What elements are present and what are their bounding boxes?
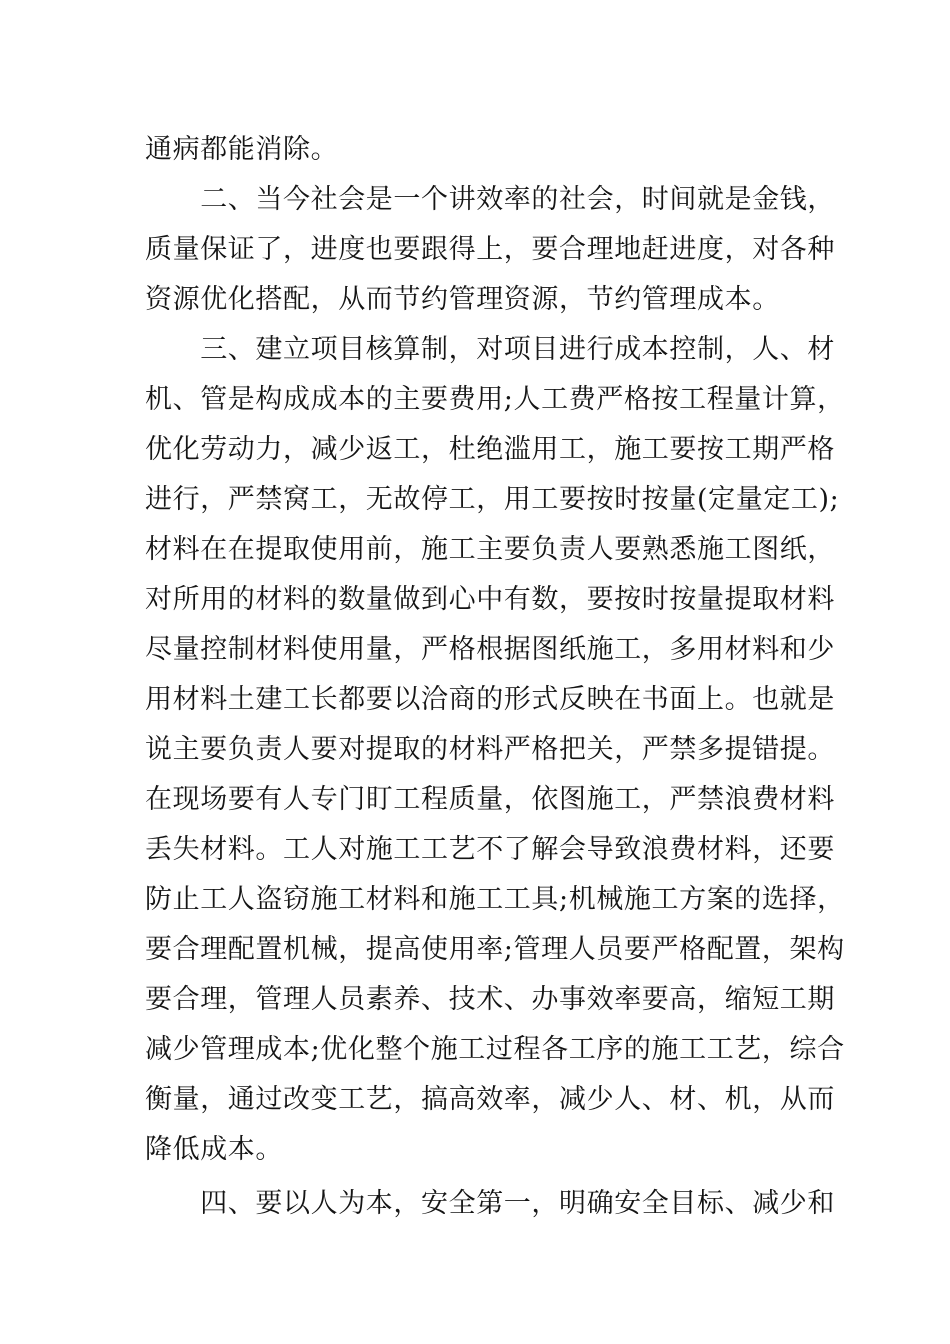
- text-line: 丢失材料。工人对施工工艺不了解会导致浪费材料，还要: [145, 834, 835, 865]
- text-line: 质量保证了，进度也要跟得上，要合理地赶进度，对各种: [145, 234, 835, 265]
- text-line: 防止工人盗窃施工材料和施工工具;机械施工方案的选择，: [145, 884, 845, 915]
- text-line: 减少管理成本;优化整个施工过程各工序的施工工艺，综合: [145, 1034, 845, 1065]
- text-line: 三、建立项目核算制，对项目进行成本控制，人、材: [145, 334, 835, 365]
- text-line: 材料在在提取使用前，施工主要负责人要熟悉施工图纸，: [145, 534, 835, 565]
- text-line: 进行，严禁窝工，无故停工，用工要按时按量(定量定工);: [145, 484, 840, 515]
- text-line: 通病都能消除。: [145, 134, 339, 165]
- text-line: 对所用的材料的数量做到心中有数，要按时按量提取材料: [145, 584, 835, 615]
- text-line: 衡量，通过改变工艺，搞高效率，减少人、材、机，从而: [145, 1084, 835, 1115]
- text-line: 尽量控制材料使用量，严格根据图纸施工，多用材料和少: [145, 634, 835, 665]
- text-line: 降低成本。: [145, 1134, 283, 1165]
- text-line: 机、管是构成成本的主要费用;人工费严格按工程量计算，: [145, 384, 845, 415]
- text-line: 在现场要有人专门盯工程质量，依图施工，严禁浪费材料: [145, 784, 835, 815]
- text-line: 资源优化搭配，从而节约管理资源，节约管理成本。: [145, 284, 780, 315]
- text-line: 四、要以人为本，安全第一，明确安全目标、减少和: [145, 1188, 835, 1219]
- text-line: 用材料土建工长都要以洽商的形式反映在书面上。也就是: [145, 684, 835, 715]
- text-line: 二、当今社会是一个讲效率的社会，时间就是金钱，: [145, 184, 835, 215]
- text-line: 要合理配置机械，提高使用率;管理人员要严格配置，架构: [145, 934, 845, 965]
- text-line: 优化劳动力，减少返工，杜绝滥用工，施工要按工期严格: [145, 434, 835, 465]
- text-line: 要合理，管理人员素养、技术、办事效率要高，缩短工期: [145, 984, 835, 1015]
- text-line: 说主要负责人要对提取的材料严格把关，严禁多提错提。: [145, 734, 835, 765]
